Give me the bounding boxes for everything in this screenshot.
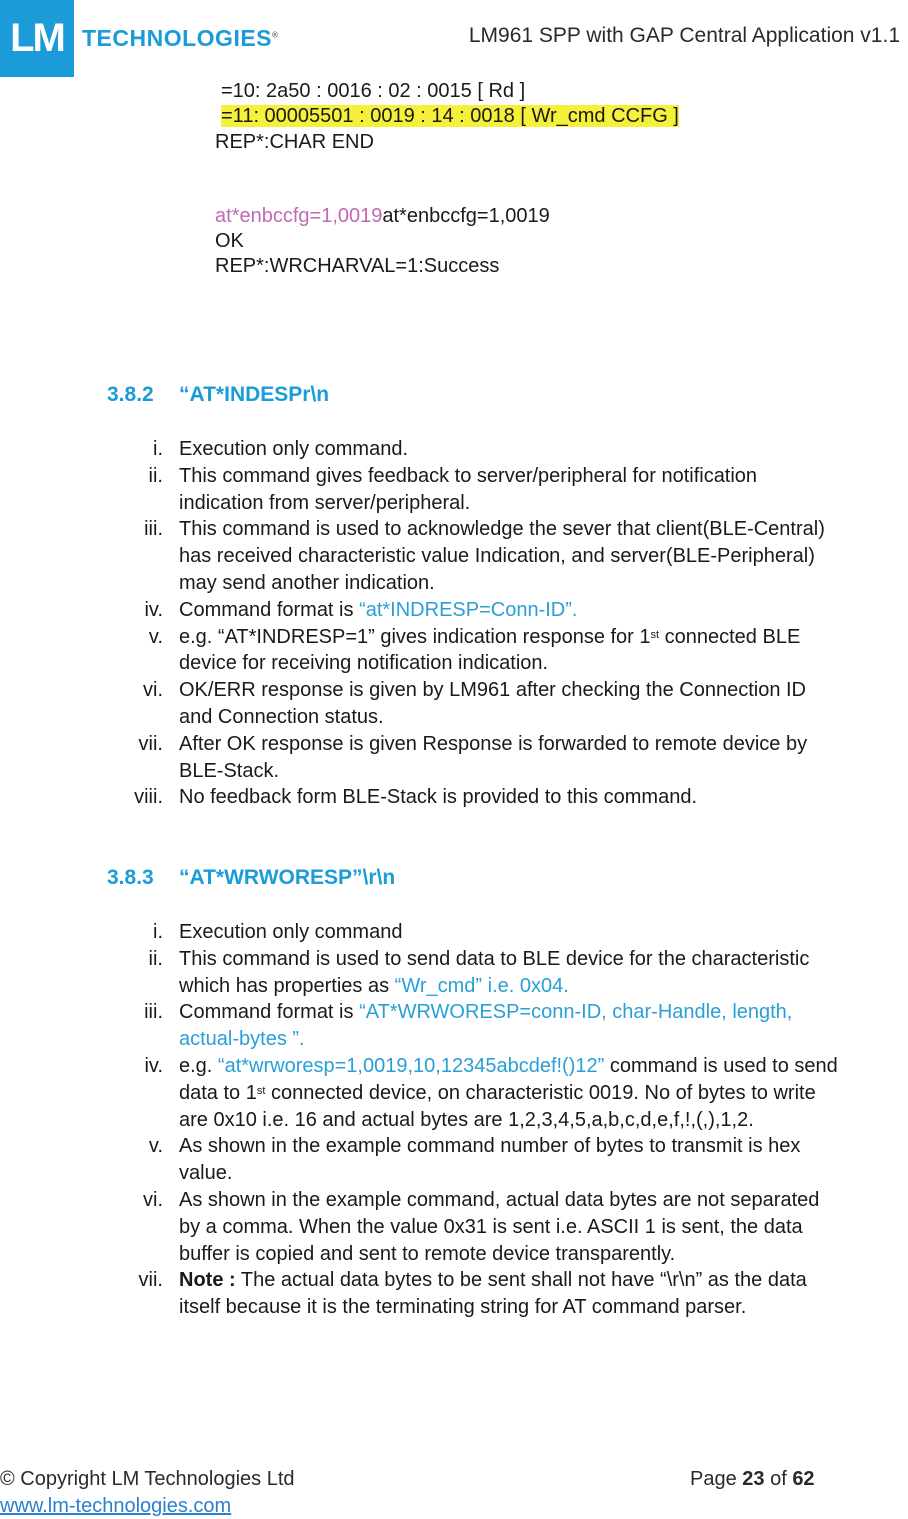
- list-item: [138, 1267, 839, 1321]
- ordinal-suffix: st: [650, 628, 660, 641]
- page-number: [690, 1468, 815, 1491]
- ordinal-suffix: st: [256, 1084, 266, 1097]
- page-word: Page: [690, 1468, 743, 1490]
- list-marker: iv.: [144, 1054, 163, 1077]
- list-marker: vi.: [143, 679, 163, 702]
- list-383: [138, 919, 839, 1321]
- list-marker: i.: [153, 438, 163, 460]
- copyright-text: © Copyright LM Technologies Ltd: [0, 1468, 295, 1490]
- logo-wordmark: [82, 25, 278, 52]
- code-line-end: REP*:CHAR END: [215, 131, 374, 153]
- page-of: of: [764, 1468, 793, 1490]
- company-logo: [0, 0, 278, 77]
- code-line-10: =10: 2a50 : 0016 : 02 : 0015 [ Rd ]: [221, 80, 526, 102]
- section-heading-382: [107, 383, 329, 407]
- list-item: [138, 731, 839, 785]
- code-result: REP*:WRCHARVAL=1:Success: [215, 255, 500, 277]
- list-item: [148, 946, 839, 1000]
- list-text-cont: connected BLE device for receiving notification indication.: [179, 625, 801, 675]
- total-pages: 62: [792, 1468, 815, 1490]
- list-item: [144, 1053, 839, 1133]
- list-text-cont: connected device, on characteristic 0019. No of bytes to write are 0x10 i.e. 16 and actual bytes are 1,2,3,4,5,a,b,c,d,e,f,!,(,),1,2.: [179, 1081, 816, 1131]
- list-item: [148, 463, 839, 517]
- list-text-mid: command is used to send data to 1: [179, 1054, 838, 1104]
- section-number: 3.8.3: [107, 866, 154, 889]
- section-title: “AT*INDESPr\n: [179, 383, 330, 406]
- list-item: [143, 1187, 839, 1267]
- list-text: After OK response is given Response is forwarded to remote device by BLE-Stack.: [179, 732, 808, 782]
- website-link[interactable]: www.lm-technologies.com: [0, 1495, 232, 1517]
- section-number: 3.8.2: [107, 383, 154, 406]
- list-item: [148, 624, 839, 678]
- list-item: [143, 677, 839, 731]
- property-name: “Wr_cmd” i.e. 0x04.: [394, 974, 569, 997]
- example-command: “at*wrworesp=1,0019,10,12345abcdef!()12”: [217, 1054, 605, 1077]
- list-text: This command gives feedback to server/peripheral for notification indication from server/peripheral.: [179, 464, 758, 514]
- typed-command: at*enbccfg=1,0019: [215, 205, 383, 227]
- current-page: 23: [742, 1468, 765, 1490]
- list-marker: i.: [153, 921, 163, 943]
- highlighted-code: =11: 00005501 : 0019 : 14 : 0018 [ Wr_cmd CCFG ]: [221, 105, 679, 127]
- list-text: This command is used to send data to BLE device for the characteristic which has properties as: [179, 947, 810, 997]
- list-marker: ii.: [148, 464, 163, 487]
- list-marker: iii.: [144, 518, 163, 541]
- code-line-11: [221, 105, 679, 128]
- note-label: Note :: [179, 1269, 236, 1292]
- list-text: Execution only command: [179, 921, 403, 943]
- list-text: Execution only command.: [179, 438, 409, 460]
- list-382: [134, 436, 839, 811]
- logo-word: TECHNOLOGIES: [82, 25, 273, 51]
- list-marker: v.: [148, 625, 163, 648]
- section-title: “AT*WRWORESP”\r\n: [179, 866, 396, 889]
- list-marker: viii.: [134, 786, 163, 809]
- document-title: LM961 SPP with GAP Central Application v1.1: [468, 24, 900, 47]
- list-item: [153, 436, 839, 463]
- list-text: The actual data bytes to be sent shall not have “\r\n” as the data itself because it is the terminating string for AT command parser.: [179, 1269, 807, 1319]
- list-marker: ii.: [148, 947, 163, 970]
- logo-mark: LM: [0, 0, 74, 77]
- command-format: “AT*WRWORESP=conn-ID, char-Handle, length, actual-bytes ”.: [179, 1001, 793, 1051]
- code-command-line: [215, 205, 550, 228]
- list-text: As shown in the example command, actual data bytes are not separated by a comma. When the value 0x31 is sent i.e. ASCII 1 is sent, the data buffer is copied and sent to remote device transparently.: [179, 1188, 820, 1265]
- list-item: [144, 516, 839, 596]
- list-item: [153, 919, 839, 946]
- list-item: [148, 1133, 839, 1187]
- command-format: “at*INDRESP=Conn-ID”.: [359, 598, 578, 621]
- list-item: [134, 784, 839, 811]
- list-text: e.g.: [179, 1054, 218, 1077]
- section-heading-383: [107, 866, 395, 890]
- list-text: No feedback form BLE-Stack is provided to this command.: [179, 786, 698, 809]
- list-marker: iv.: [144, 598, 163, 621]
- code-ok: OK: [215, 230, 244, 252]
- list-text: e.g. “AT*INDRESP=1” gives indication response for 1: [179, 625, 651, 648]
- list-text: OK/ERR response is given by LM961 after checking the Connection ID and Connection status.: [179, 679, 806, 728]
- logo-registered: ®: [272, 30, 279, 40]
- list-item: [144, 999, 839, 1053]
- list-marker: vi.: [143, 1188, 163, 1211]
- list-marker: iii.: [144, 1001, 163, 1024]
- list-marker: v.: [148, 1135, 163, 1158]
- echoed-command: at*enbccfg=1,0019: [382, 205, 550, 227]
- list-marker: vii.: [138, 1269, 163, 1292]
- list-text: As shown in the example command number of bytes to transmit is hex value.: [179, 1135, 801, 1185]
- list-text: Command format is: [179, 598, 360, 621]
- list-item: [144, 597, 839, 624]
- list-marker: vii.: [138, 732, 163, 755]
- list-text: This command is used to acknowledge the sever that client(BLE-Central) has received characteristic value Indication, and server(BLE-Peripheral) may send another indication.: [179, 518, 825, 594]
- list-text: Command format is: [179, 1001, 360, 1024]
